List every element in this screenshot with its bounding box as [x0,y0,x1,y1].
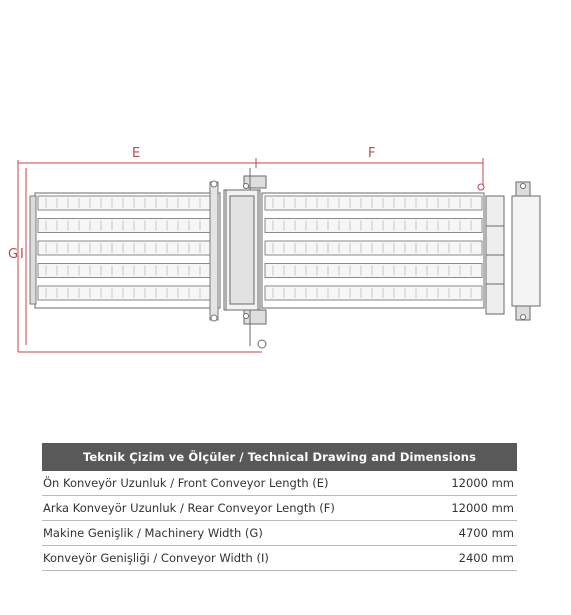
roller-band [38,196,218,210]
spec-row-front-conveyor-length [42,471,517,496]
front-conveyor-rollers [38,196,218,300]
dim-label-g: G [8,247,19,262]
spec-value: 12000 mm [451,476,514,490]
spec-value: 2400 mm [458,551,514,565]
roller-band [38,241,218,255]
center-machine [224,168,266,348]
spec-label: Makine Genişlik / Machinery Width (G) [43,526,263,540]
dim-label-e: E [132,146,141,161]
spec-row-rear-conveyor-length [42,496,517,521]
spec-value: 4700 mm [458,526,514,540]
spec-row-conveyor-width [42,546,517,571]
end-station [486,182,540,320]
spec-table-title: Teknik Çizim ve Ölçüler / Technical Drawing and Dimensions [42,443,517,471]
rear-conveyor [262,184,484,308]
roller-band [38,219,218,233]
spec-row-machinery-width [42,521,517,546]
roller-band [38,286,218,300]
spec-label: Arka Konveyör Uzunluk / Rear Conveyor Length (F) [43,501,335,515]
dim-label-i: I [20,247,24,262]
front-conveyor [30,181,220,321]
spec-value: 12000 mm [451,501,514,515]
spec-label: Ön Konveyör Uzunluk / Front Conveyor Length (E) [43,476,329,490]
dim-label-f: F [368,146,376,161]
rear-conveyor-rollers [265,196,482,300]
spec-table [42,443,517,571]
spec-label: Konveyör Genişliği / Conveyor Width (I) [43,551,269,565]
roller-band [38,264,218,278]
